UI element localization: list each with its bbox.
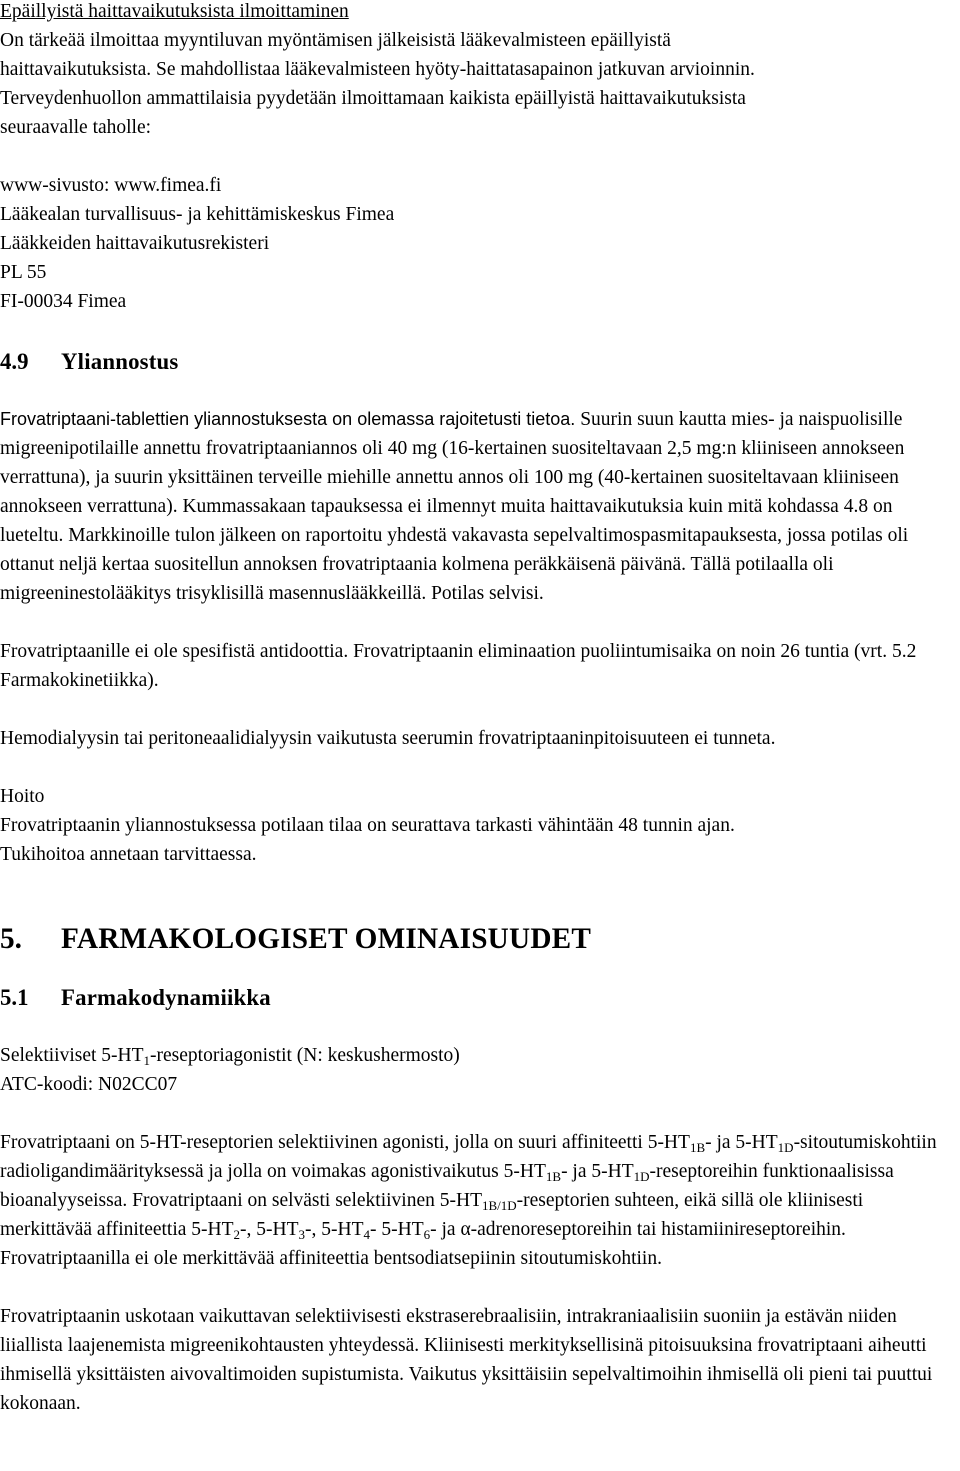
subscript: 6 (423, 1227, 431, 1242)
overdose-intro: Frovatriptaani-tablettien yliannostuksesta on olemassa rajoitetusti tietoa. (0, 409, 576, 429)
contact-pobox: PL 55 (0, 262, 47, 283)
subscript: 1B (545, 1169, 562, 1184)
overdose-paragraph (0, 405, 958, 608)
spacer (0, 316, 958, 347)
treatment-heading: Hoito (0, 786, 45, 807)
spacer (0, 376, 958, 405)
subscript: 3 (298, 1227, 306, 1242)
dialysis-paragraph: Hemodialyysin tai peritoneaalidialyysin vaikutusta seerumin frovatriptaaninpitoisuuteen ei tunneta. (0, 728, 776, 749)
spacer (0, 898, 958, 925)
reporting-line: haittavaikutuksista. Se mahdollistaa lääkevalmisteen hyöty-haittatasapainon jatkuvan arvioinnin. (0, 59, 755, 80)
subscript: 4 (363, 1227, 371, 1242)
subscript: 1D (777, 1140, 794, 1155)
subscript: 1D (633, 1169, 650, 1184)
group-text: Selektiiviset 5-HT (0, 1045, 144, 1066)
section-number: 5. (0, 923, 22, 955)
spacer (0, 869, 958, 898)
section-heading-4-9 (0, 347, 958, 376)
spacer (0, 695, 958, 724)
spacer (0, 142, 958, 171)
section-number: 5.1 (0, 985, 29, 1010)
subscript: 1 (143, 1053, 151, 1068)
section-heading-5 (0, 925, 958, 954)
mechanism-paragraph (0, 1128, 958, 1273)
website-line (0, 171, 958, 200)
subscript: 2 (233, 1227, 241, 1242)
reporting-line: On tärkeää ilmoittaa myyntiluvan myöntämisen jälkeisistä lääkevalmisteen epäillyistä (0, 30, 671, 51)
text-run: Frovatriptaani on 5-HT-reseptorien selektiivinen agonisti, jolla on suuri affiniteetti 5-HT (0, 1132, 690, 1153)
spacer (0, 1012, 958, 1041)
text-run: - 5-HT (370, 1219, 424, 1240)
reporting-line: Terveydenhuollon ammattilaisia pyydetään ilmoittamaan kaikista epäillyistä haittavaikutuksista (0, 88, 746, 109)
atc-code: ATC-koodi: N02CC07 (0, 1074, 178, 1095)
treatment-line: Frovatriptaanin yliannostuksessa potilaan tilaa on seurattava tarkasti vähintään 48 tunnin ajan. (0, 815, 735, 836)
subscript: 1B (689, 1140, 706, 1155)
website-link[interactable]: www.fimea.fi (114, 175, 222, 196)
spacer (0, 1099, 958, 1128)
treatment-line: Tukihoitoa annetaan tarvittaessa. (0, 844, 257, 865)
text-run: -reseptoreihin funktionaalisissa bioanalyyseissa. Frovatriptaani on selvästi selektiivinen 5-HT (0, 1161, 894, 1211)
contact-registry: Lääkkeiden haittavaikutusrekisteri (0, 233, 270, 254)
subscript: 1B/1D (481, 1198, 517, 1213)
spacer (0, 954, 958, 983)
vascular-effect-paragraph: Frovatriptaanin uskotaan vaikuttavan selektiivisesti ekstraserebraalisiin, intrakraniaalisiin suoniin ja estävän niiden liiallista laajenemista migreenikohtausten yhteydessä. Kliinisesti merkityksellisinä pitoisuuksina frovatriptaani aiheutti ihmisellä yksittäisten aivovaltimoiden supistumista. Vaikutus yksittäisiin sepelvaltimoihin ihmisellä oli pieni tai puuttui kokonaan. (0, 1306, 933, 1414)
text-run: -sitoutumiskohtiin radioligandimäärityksessä ja jolla on voimakas agonistivaikutus 5-HT (0, 1132, 937, 1182)
spacer (0, 608, 958, 637)
pharmacotherapeutic-group (0, 1041, 958, 1070)
reporting-heading: Epäillyistä haittavaikutuksista ilmoittaminen (0, 1, 349, 22)
group-text: -reseptoriagonistit (N: keskushermosto) (150, 1045, 460, 1066)
overdose-text: Suurin suun kautta mies- ja naispuolisille migreenipotilaille annettu frovatriptaaniannos oli 40 mg (16-kertainen suositeltavaan 2,5 mg:n kliiniseen annokseen verrattuna), ja suurin yksittäinen terveille miehille annettu annos oli 100 mg (40-kertainen suositeltavaan kliiniseen annokseen verrattuna). Kummassakaan tapauksessa ei ilmennyt muita haittavaikutuksia kuin mitä kohdassa 4.8 on lueteltu. Markkinoille tulon jälkeen on raportoitu yhdestä vakavasta sepelvaltimospasmitapauksesta, jossa potilas oli ottanut neljä kertaa suositellun annoksen frovatriptaania kolmena peräkkäisenä päivänä. Tällä potilaalla oli migreeninestolääkitys trisyklisillä masennuslääkkeillä. Potilas selvisi. (0, 409, 909, 604)
section-number: 4.9 (0, 349, 29, 374)
text-run: - ja α-adrenoreseptoreihin tai histamiinireseptoreihin. Frovatriptaanilla ei ole merkittävää affiniteettia bentsodiatsepiinin sitoutumiskohtiin. (0, 1219, 846, 1269)
section-title: Farmakodynamiikka (61, 985, 271, 1010)
website-prefix: www-sivusto: (0, 175, 115, 196)
text-run: -, 5-HT (305, 1219, 364, 1240)
text-run: -, 5-HT (240, 1219, 299, 1240)
spacer (0, 1273, 958, 1302)
antidote-paragraph: Frovatriptaanille ei ole spesifistä antidoottia. Frovatriptaanin eliminaation puoliintumisaika on noin 26 tuntia (vrt. 5.2 Farmakokinetiikka). (0, 641, 917, 691)
section-title: Yliannostus (61, 349, 179, 374)
text-run: - ja 5-HT (561, 1161, 634, 1182)
section-title: FARMAKOLOGISET OMINAISUUDET (61, 923, 592, 955)
spacer (0, 753, 958, 782)
contact-postal: FI-00034 Fimea (0, 291, 127, 312)
contact-org: Lääkealan turvallisuus- ja kehittämiskeskus Fimea (0, 204, 395, 225)
text-run: - ja 5-HT (705, 1132, 778, 1153)
reporting-line: seuraavalle taholle: (0, 117, 152, 138)
section-heading-5-1 (0, 983, 958, 1012)
text-run: -reseptorien suhteen, eikä sillä ole kliinisesti merkittävää affiniteettia 5-HT (0, 1190, 864, 1240)
